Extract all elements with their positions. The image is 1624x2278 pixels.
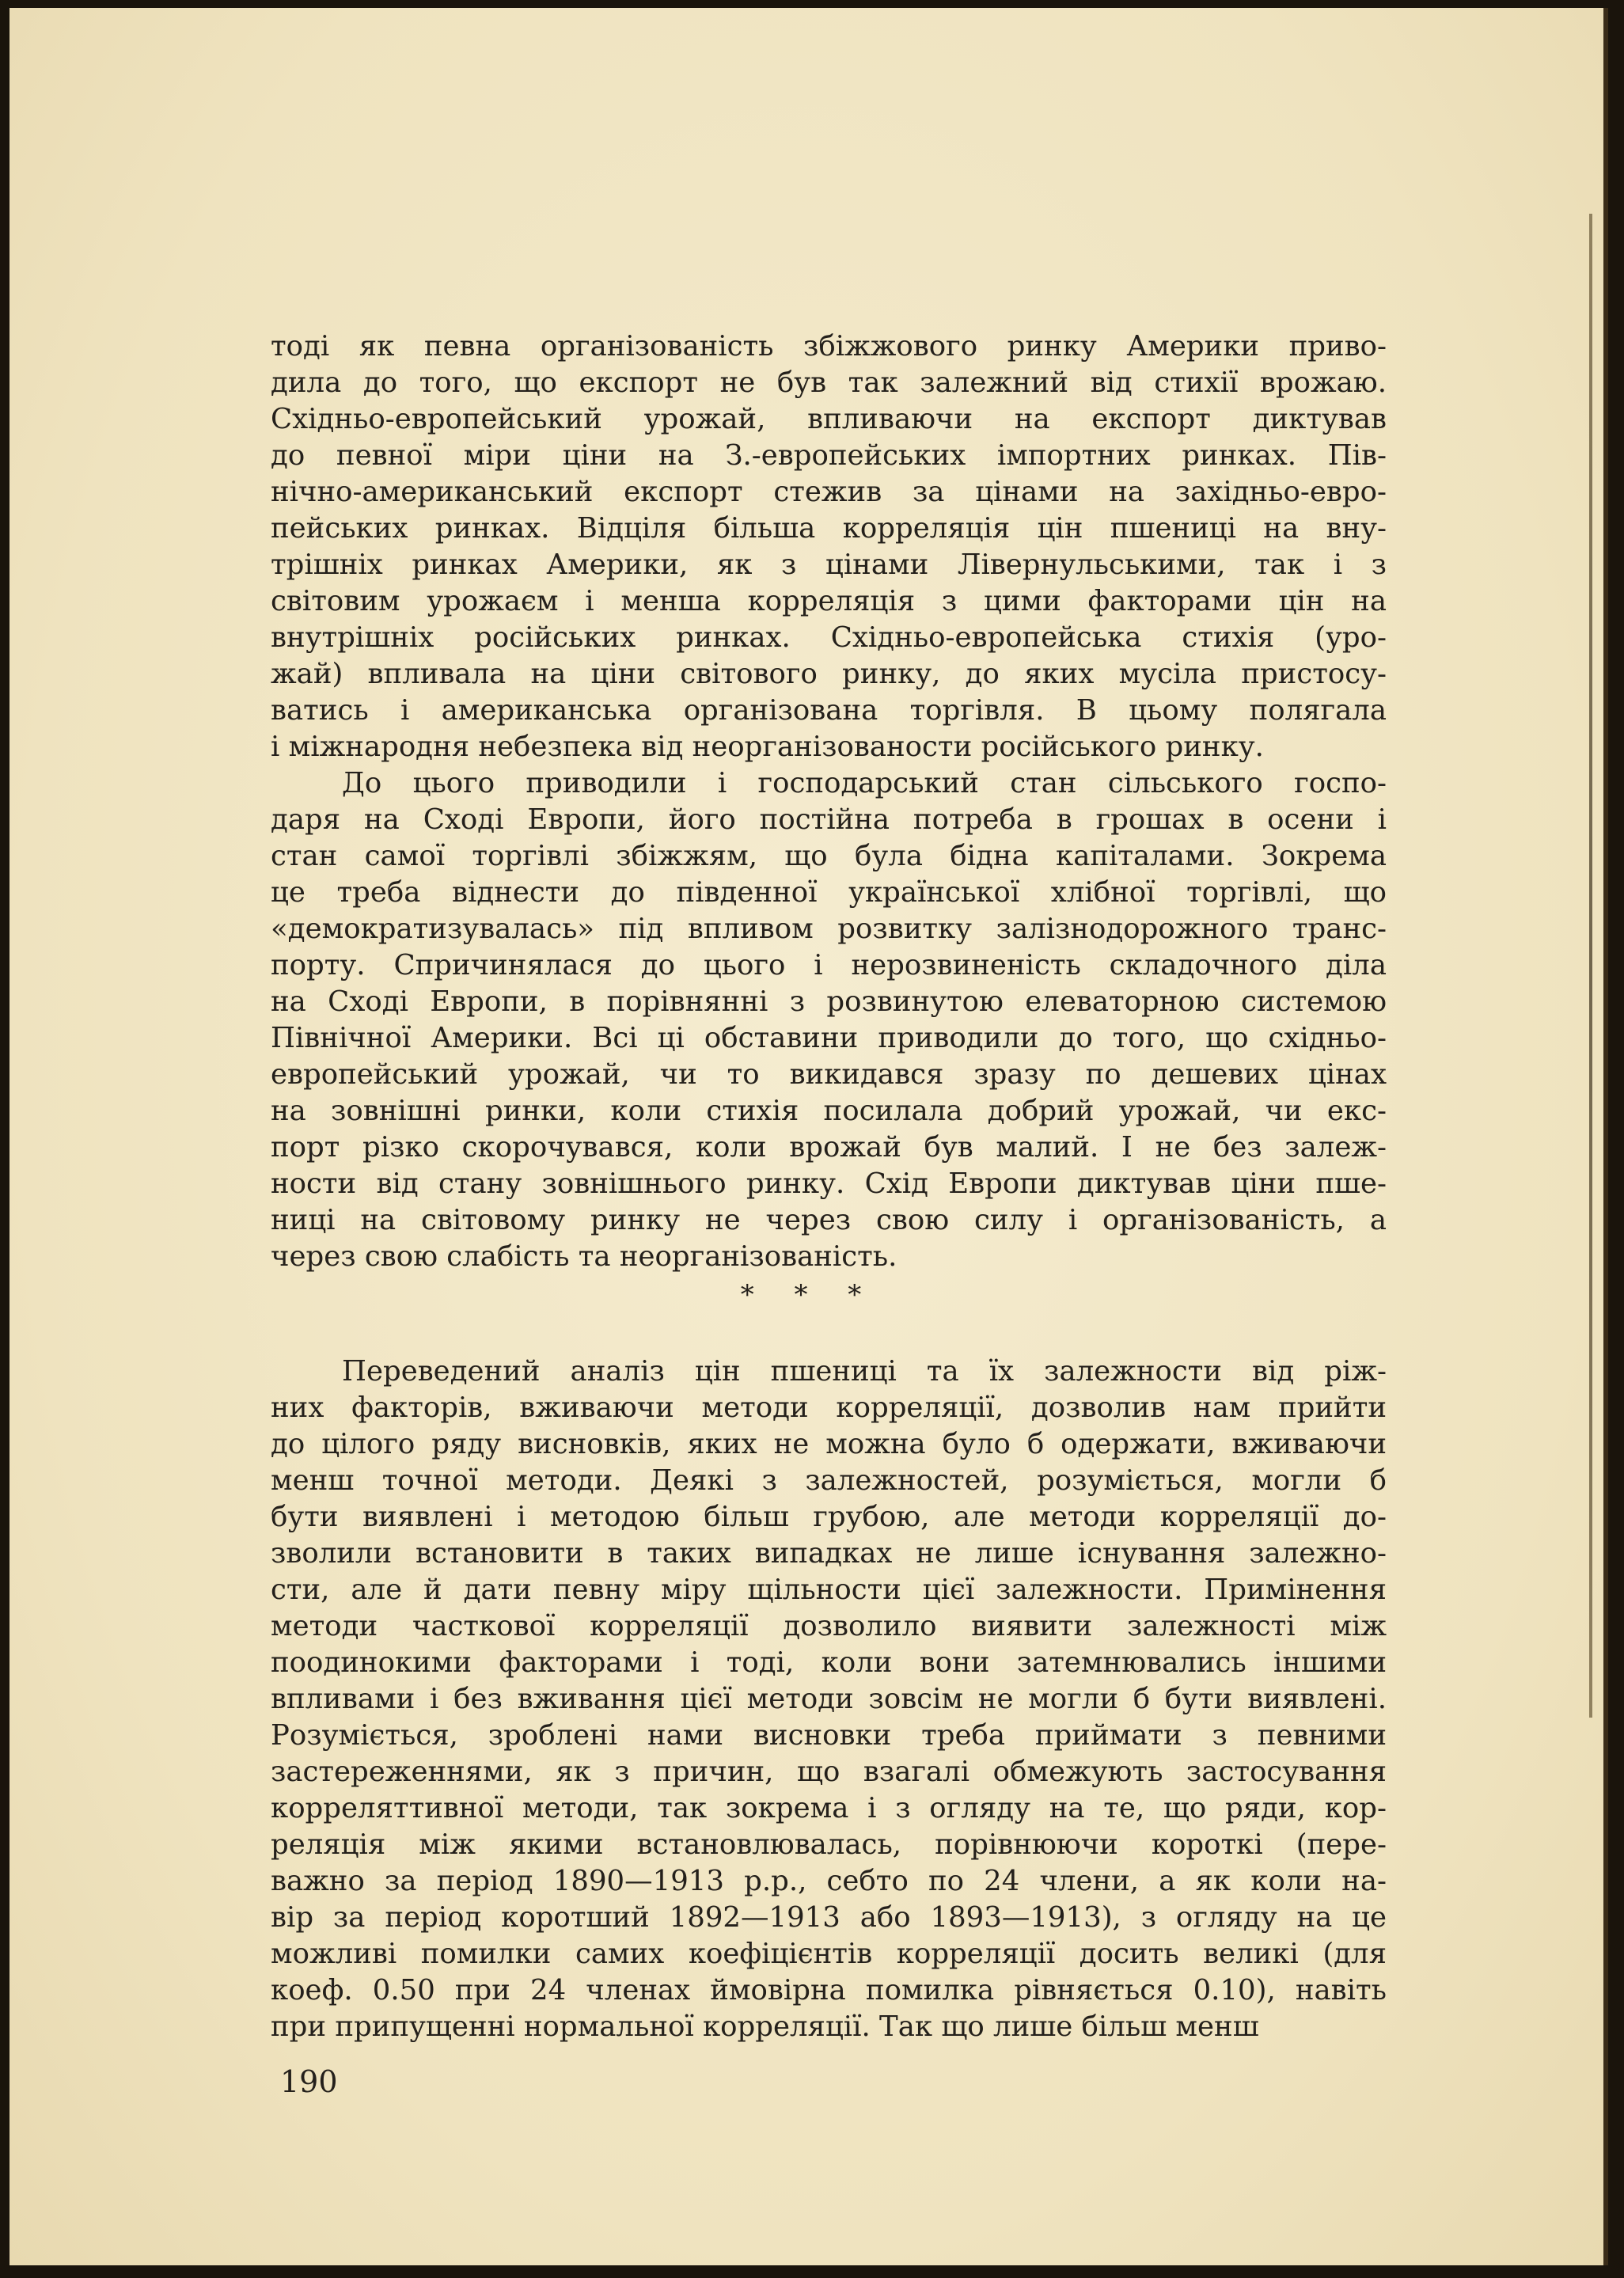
paragraph-1 — [271, 328, 1387, 765]
text-line: через свою слабість та неорганізованість. — [271, 1240, 897, 1273]
text-line: це треба віднести до південної української хлібної торгівлі, що — [271, 876, 1387, 909]
text-line: корреляттивної методи, так зокрема і з огляду на те, що ряди, кор- — [271, 1792, 1387, 1824]
text-line: поодинокими факторами і тоді, коли вони затемнювались іншими — [271, 1646, 1387, 1679]
text-line: коеф. 0.50 при 24 членах ймовірна помилка рівняється 0.10), навіть — [271, 1974, 1387, 2007]
text-line: методи часткової корреляції дозволило виявити залежності між — [271, 1610, 1387, 1642]
text-line: світовим урожаєм і менша корреляція з цими факторами цін на — [271, 585, 1387, 617]
text-line: при припущенні нормальної корреляції. Так що лише більш менш — [271, 2010, 1259, 2043]
text-line: вір за період коротший 1892—1913 або 1893—1913), з огляду на це — [271, 1901, 1387, 1934]
text-block-upper — [271, 328, 1387, 1275]
text-line: пейських ринках. Відціля більша корреляція цін пшениці на вну- — [271, 512, 1387, 545]
text-line: европейський урожай, чи то викидався зразу по дешевих цінах — [271, 1058, 1387, 1091]
text-line: застереженнями, як з причин, що взагалі обмежують застосування — [271, 1756, 1387, 1788]
text-line: До цього приводили і господарський стан сільського госпо- — [342, 767, 1387, 799]
book-page — [9, 8, 1608, 2265]
text-line: них факторів, вживаючи методи корреляції, дозволив нам прийти — [271, 1391, 1387, 1424]
text-line: реляція між якими встановлювалась, порівнюючи короткі (пере- — [271, 1828, 1387, 1861]
text-line: Переведений аналіз цін пшениці та їх залежности від ріж- — [342, 1355, 1387, 1388]
paragraph-3 — [271, 1354, 1387, 2045]
text-line: і міжнародня небезпека від неорганізованости російського ринку. — [271, 731, 1264, 763]
text-line: Північної Америки. Всі ці обставини приводили до того, що східньо- — [271, 1022, 1387, 1054]
section-separator: * * * — [740, 1279, 878, 1311]
text-line: Східньо-европейський урожай, впливаючи на експорт диктував — [271, 403, 1387, 435]
text-line: до певної міри ціни на З.-европейських імпортних ринках. Пів- — [271, 439, 1387, 472]
page-number: 190 — [280, 2064, 338, 2099]
text-line: Розуміється, зроблені нами висновки треба приймати з певними — [271, 1719, 1387, 1752]
text-line: стан самої торгівлі збіжжям, що була бідна капіталами. Зокрема — [271, 840, 1387, 872]
text-line: на Сході Европи, в порівнянні з розвинутою елеваторною системою — [271, 985, 1387, 1018]
text-line: впливами і без вживання цієї методи зовсім не могли б бути виявлені. — [271, 1683, 1387, 1715]
text-line: дила до того, що експорт не був так залежний від стихії врожаю. — [271, 366, 1387, 399]
text-line: внутрішніх російських ринках. Східньо-европейська стихія (уро- — [271, 621, 1387, 654]
page-edge-shadow — [1589, 214, 1592, 1718]
text-line: «демократизувалась» під впливом розвитку залізнодорожного транс- — [271, 913, 1387, 945]
text-line: можливі помилки самих коефіцієнтів корреляції досить великі (для — [271, 1938, 1387, 1970]
text-line: трішніх ринках Америки, як з цінами Лівернульськими, так і з — [271, 549, 1387, 581]
text-line: ности від стану зовнішнього ринку. Схід Европи диктував ціни пше- — [271, 1167, 1387, 1200]
text-line: ватись і американська організована торгівля. В цьому полягала — [271, 694, 1387, 727]
text-line: на зовнішні ринки, коли стихія посилала добрий урожай, чи екс- — [271, 1095, 1387, 1127]
text-line: порту. Спричинялася до цього і нерозвиненість складочного діла — [271, 949, 1387, 981]
text-line: жай) впливала на ціни світового ринку, до яких мусіла пристосу- — [271, 658, 1387, 690]
text-block-lower — [271, 1354, 1387, 2045]
text-line: бути виявлені і методою більш грубою, але методи корреляції до- — [271, 1501, 1387, 1533]
text-line: ниці на світовому ринку не через свою силу і організованість, а — [271, 1204, 1387, 1236]
text-line: тоді як певна організованість збіжжового ринку Америки приво- — [271, 330, 1387, 363]
text-line: важно за період 1890—1913 р.р., себто по 24 члени, а як коли на- — [271, 1865, 1387, 1897]
paragraph-2 — [271, 765, 1387, 1275]
text-line: порт різко скорочувався, коли врожай був малий. І не без залеж- — [271, 1131, 1387, 1164]
text-line: зволили встановити в таких випадках не лише існування залежно- — [271, 1537, 1387, 1570]
text-line: сти, але й дати певну міру щільности цієї залежности. Примінення — [271, 1574, 1387, 1606]
text-line: нічно-американський експорт стежив за цінами на західньо-евро- — [271, 476, 1387, 508]
text-line: даря на Сході Европи, його постійна потреба в грошах в осени і — [271, 803, 1387, 836]
text-line: до цілого ряду висновків, яких не можна було б одержати, вживаючи — [271, 1428, 1387, 1460]
text-line: менш точної методи. Деякі з залежностей, розуміється, могли б — [271, 1464, 1387, 1497]
